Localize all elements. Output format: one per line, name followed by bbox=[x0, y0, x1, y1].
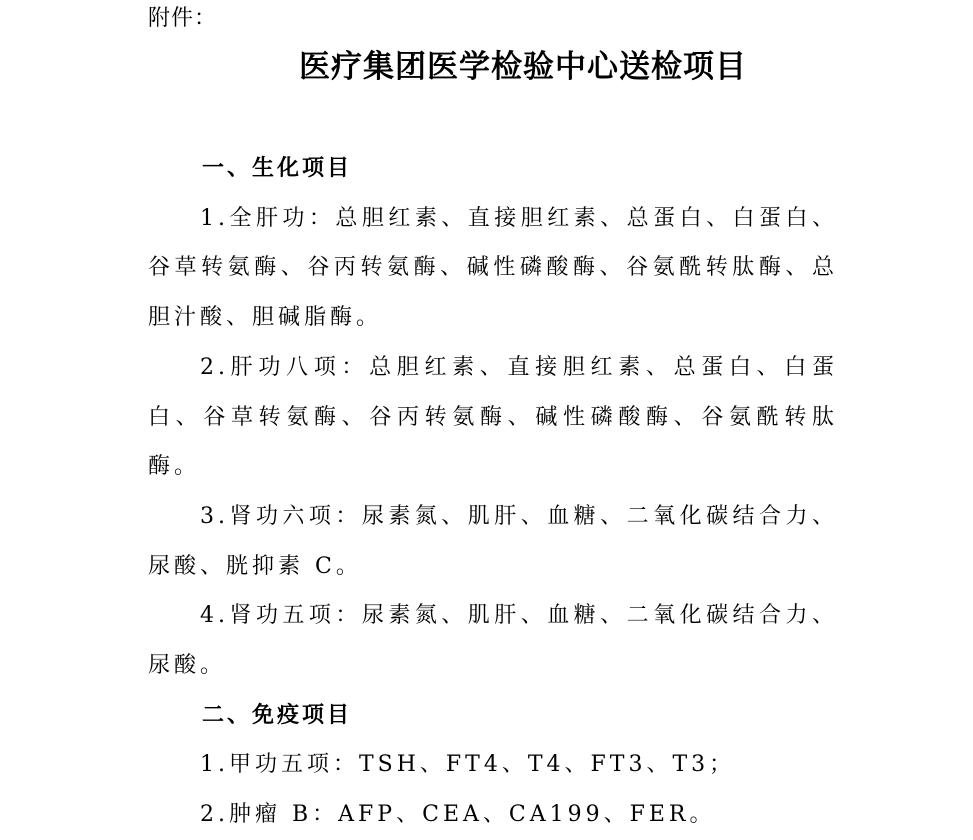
document-title: 医疗集团医学检验中心送检项目 bbox=[299, 49, 747, 85]
list-item-full-liver-function: 1.全肝功：总胆红素、直接胆红素、总蛋白、白蛋白、谷草转氨酶、谷丙转氨酶、碱性磷酸酶、谷氨酰转肽酶、总胆汁酸、胆碱脂酶。 bbox=[148, 205, 838, 331]
list-item-kidney-function-five: 4.肾功五项：尿素氮、肌肝、血糖、二氧化碳结合力、尿酸。 bbox=[148, 603, 838, 679]
list-item-thyroid-function-five: 1.甲功五项：TSH、FT4、T4、FT3、T3； bbox=[200, 752, 736, 778]
list-item-tumor-b: 2.肿瘤 B：AFP、CEA、CA199、FER。 bbox=[200, 802, 716, 828]
section-heading-biochemistry: 一、生化项目 bbox=[202, 156, 353, 181]
list-item-liver-function-eight: 2.肝功八项：总胆红素、直接胆红素、总蛋白、白蛋白、谷草转氨酶、谷丙转氨酶、碱性磷酸酶、谷氨酰转肽酶。 bbox=[148, 354, 838, 480]
document-body bbox=[148, 144, 838, 840]
list-item-kidney-function-six: 3.肾功六项：尿素氮、肌肝、血糖、二氧化碳结合力、尿酸、胱抑素 C。 bbox=[148, 503, 838, 579]
section-heading-immunology: 二、免疫项目 bbox=[202, 702, 353, 728]
attachment-label: 附件： bbox=[148, 6, 218, 31]
